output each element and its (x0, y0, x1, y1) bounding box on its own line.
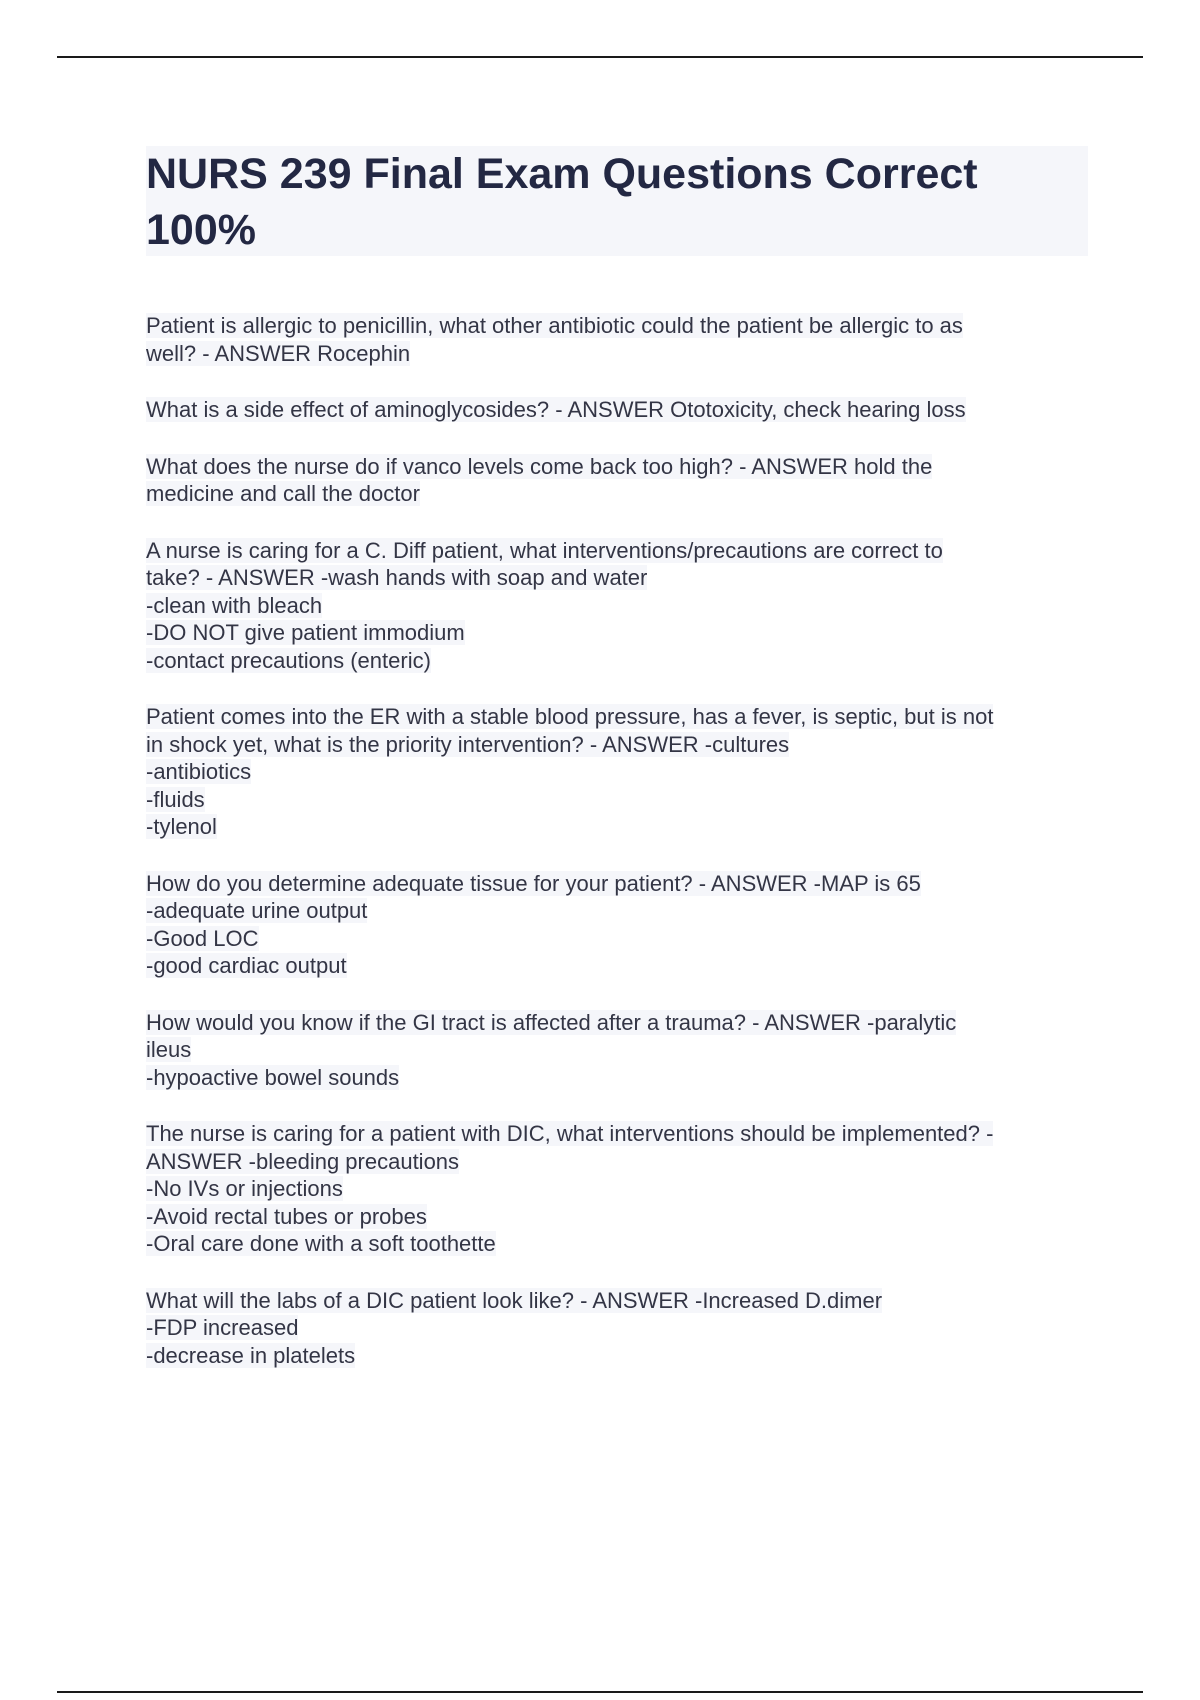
qa-line-text: What will the labs of a DIC patient look like? - ANSWER -Increased D.dimer (146, 1287, 883, 1313)
qa-line (146, 396, 1086, 424)
qa-line-text: What does the nurse do if vanco levels come back too high? - ANSWER hold the (146, 453, 933, 479)
qa-line (146, 731, 1086, 759)
qa-line-text: How would you know if the GI tract is affected after a trauma? - ANSWER -paralytic (146, 1009, 957, 1035)
qa-line (146, 1064, 1086, 1092)
qa-line (146, 758, 1086, 786)
qa-line-text: Patient is allergic to penicillin, what other antibiotic could the patient be allergic to as (146, 313, 963, 338)
qa-line (146, 1342, 1086, 1370)
qa-line-text: -hypoactive bowel sounds (146, 1064, 400, 1090)
qa-item (146, 312, 1086, 367)
qa-line (146, 1314, 1086, 1342)
qa-line (146, 1009, 1086, 1037)
qa-item (146, 870, 1086, 980)
qa-line-text: -good cardiac output (146, 953, 347, 978)
qa-line (146, 870, 1086, 898)
qa-line (146, 592, 1086, 620)
title-block (146, 146, 1088, 256)
title-line: NURS 239 Final Exam Questions Correct (146, 150, 978, 198)
qa-line (146, 537, 1086, 565)
qa-line (146, 1230, 1086, 1258)
qa-item (146, 537, 1086, 675)
qa-item (146, 1287, 1086, 1370)
qa-line-text: What is a side effect of aminoglycosides? - ANSWER Ototoxicity, check hearing loss (146, 397, 966, 422)
qa-line (146, 340, 1086, 368)
qa-line-text: well? - ANSWER Rocephin (146, 340, 411, 366)
qa-line (146, 813, 1086, 841)
qa-line (146, 786, 1086, 814)
qa-line-text: medicine and call the doctor (146, 481, 420, 506)
qa-line-text: ANSWER -bleeding precautions (146, 1148, 460, 1174)
qa-line (146, 897, 1086, 925)
qa-line (146, 1148, 1086, 1176)
qa-line-text: -No IVs or injections (146, 1176, 343, 1201)
qa-line-text: -decrease in platelets (146, 1342, 356, 1368)
qa-line-text: -fluids (146, 786, 205, 812)
qa-line (146, 312, 1086, 340)
qa-line (146, 1175, 1086, 1203)
qa-line (146, 925, 1086, 953)
qa-line-text: ileus (146, 1037, 192, 1062)
bottom-rule (57, 1691, 1143, 1693)
qa-item (146, 1120, 1086, 1258)
qa-line-text: How do you determine adequate tissue for your patient? - ANSWER -MAP is 65 (146, 870, 921, 896)
qa-line (146, 647, 1086, 675)
qa-line-text: -clean with bleach (146, 592, 323, 618)
qa-item (146, 703, 1086, 841)
qa-line-text: The nurse is caring for a patient with DIC, what interventions should be implemented? - (146, 1121, 994, 1146)
qa-line (146, 564, 1086, 592)
qa-line-text: -contact precautions (enteric) (146, 647, 431, 673)
qa-item (146, 453, 1086, 508)
qa-line (146, 480, 1086, 508)
qa-line (146, 1287, 1086, 1315)
qa-line (146, 703, 1086, 731)
qa-line (146, 1203, 1086, 1231)
qa-line-text: -DO NOT give patient immodium (146, 620, 465, 645)
qa-list (146, 312, 1086, 1398)
qa-line-text: A nurse is caring for a C. Diff patient, what interventions/precautions are correct to (146, 537, 943, 563)
top-rule (57, 56, 1143, 58)
qa-item (146, 1009, 1086, 1092)
qa-item (146, 396, 1086, 424)
qa-line (146, 453, 1086, 481)
qa-line (146, 1036, 1086, 1064)
qa-line-text: -Good LOC (146, 925, 259, 951)
qa-line-text: -Oral care done with a soft toothette (146, 1231, 496, 1256)
qa-line-text: take? - ANSWER -wash hands with soap and water (146, 565, 648, 590)
qa-line-text: -tylenol (146, 814, 217, 839)
qa-line-text: Patient comes into the ER with a stable blood pressure, has a fever, is septic, but is not (146, 704, 994, 729)
qa-line-text: -antibiotics (146, 759, 252, 784)
qa-line (146, 1120, 1086, 1148)
qa-line (146, 619, 1086, 647)
page-title (146, 146, 1088, 258)
qa-line-text: -FDP increased (146, 1315, 299, 1340)
qa-line-text: -adequate urine output (146, 898, 368, 923)
qa-line-text: -Avoid rectal tubes or probes (146, 1203, 427, 1229)
qa-line (146, 952, 1086, 980)
qa-line-text: in shock yet, what is the priority intervention? - ANSWER -cultures (146, 731, 790, 757)
title-line: 100% (146, 206, 256, 254)
